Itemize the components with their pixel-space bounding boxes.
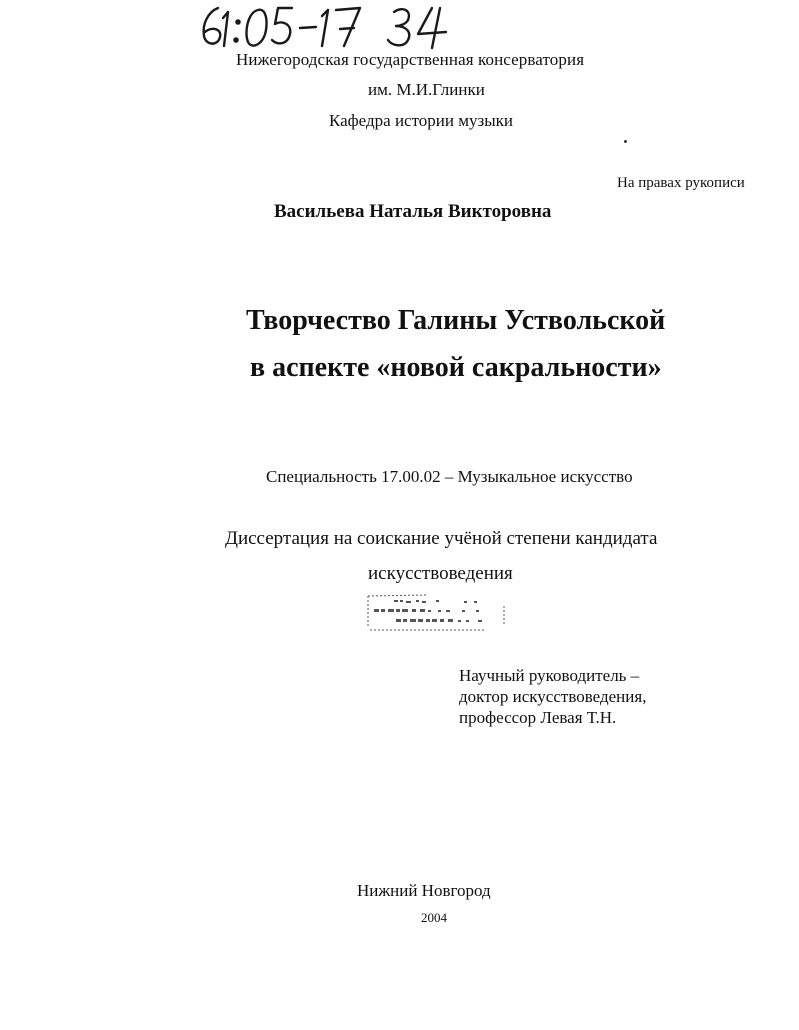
title-line-2: в аспекте «новой сакральности»	[250, 352, 662, 383]
city-name: Нижний Новгород	[357, 881, 491, 900]
supervisor-name: профессор Левая Т.Н.	[459, 708, 617, 727]
handwriting-icon	[196, 2, 466, 52]
dissertation-degree-line-1: Диссертация на соискание учёной степени кандидата	[225, 528, 658, 549]
institution-named-after: им. М.И.Глинки	[368, 80, 485, 99]
department-name: Кафедра истории музыки	[329, 111, 513, 130]
svg-text:61:05-17 34: 61:05-17 34	[196, 2, 201, 3]
specialty-code: Специальность 17.00.02 – Музыкальное искусство	[266, 467, 633, 486]
institution-name: Нижегородская государственная консерватория	[236, 50, 585, 69]
dissertation-degree-line-2: искусствоведения	[368, 563, 513, 584]
supervisor-block	[459, 665, 646, 728]
manuscript-rights-note: На правах рукописи	[617, 175, 745, 191]
publication-year: 2004	[421, 910, 447, 925]
supervisor-role: Научный руководитель –	[459, 666, 640, 685]
title-line-1: Творчество Галины Уствольской	[246, 305, 666, 336]
scan-speck	[624, 140, 627, 143]
handwritten-catalog-number	[196, 2, 466, 52]
stamp-icon	[366, 592, 508, 632]
library-stamp	[366, 592, 508, 632]
author-name: Васильева Наталья Викторовна	[274, 201, 552, 222]
supervisor-degree: доктор искусствоведения,	[459, 687, 647, 706]
